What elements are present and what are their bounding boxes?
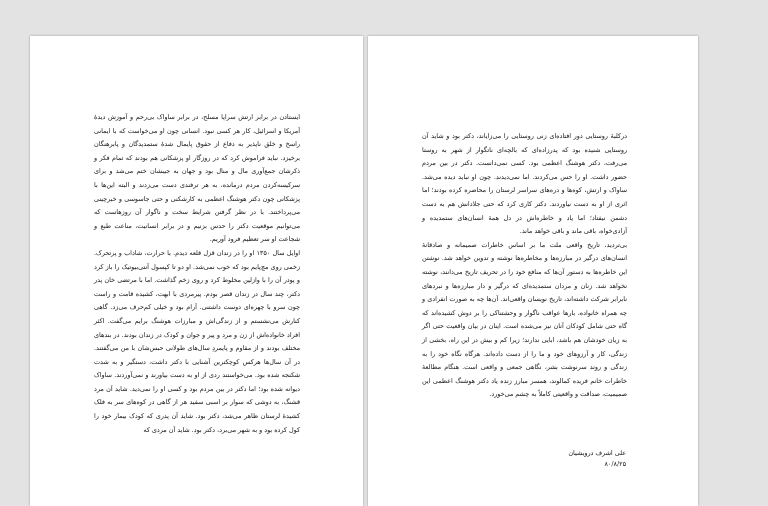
signature-block xyxy=(506,448,626,470)
page-right-text xyxy=(422,130,627,402)
paragraph: اوایل سال ۱۳۵۰ او را در زندان قزل قلعه دیدم. با حرارت، شاداب و پرتحرک. زخمی روی مچ‌پایم بود که خوب نمی‌شد. او دو تا کپسول آنتی‌بیوتیک را باز کرد و پودر آن را با وازلین مخلوط کرد و روی زخم گذاشت. اما با مرتضی خان پدر دکتر، چند سال در زندان قصر بودم. پیرمردی با ابهت، کشیده قامت و راست چون سرو با چهره‌ای دوست داشتنی. آرام بود و خیلی کم‌حرف می‌زد. گاهی کنارش می‌نشستم و از زندگی‌اش و مبارزات هوشنگ برایم می‌گفت. اکثر افراد خانواده‌اش از زن و مرد و پیر و جوان و کودک در زندان بودند. در بندهای مختلف بودند و از مقاوم و پایمردِ سال‌های طولانی حبس‌شان با من می‌گفتند. در آن سال‌ها هرکس کوچکترین آشنایی با دکتر داشت، دستگیر و به شدت شکنجه شده بود. می‌خواستند ردی از او به دست بیاورند و نمی‌آوردند. ساواک دیوانه شده بود؛ اما دکتر در بین مردم بود و کسی او را نمی‌دید. شاید آن مرد قشنگ، به دوشی که سوار بر اسبی سفید هر از گاهی در کوه‌های سر به فلک کشیدهٔ لرستان ظاهر می‌شد، دکتر بود. شاید آن پدری که کودک بیمار خود را کول کرده بود و به شهر می‌برد، دکتر بود. شاید آن مردی که xyxy=(94,248,301,434)
page-left-text xyxy=(94,111,300,437)
paragraph: درکلبهٔ روستایی دور افتاده‌ای زنی روستایی را می‌زایاند، دکتر بود و شاید آن روستایی شنیده بود که پدرزاده‌ای که بالچه‌ای ناتگوار از شهر به روستا می‌رفت، دکتر هوشنگ اعظمی بود. کسی نمی‌دانست. دکتر در بین مردم حضور داشت. او را حس می‌کردند. اما نمی‌دیدند. چون او نباید دیده می‌شد. ساواک و ارتش، کوه‌ها و دره‌های سراسر لرستان را محاصره کرده بودند؛ اما اثری از او به دست نیاوردند. دکتر کاری کرد که حتی جلادانش هم به دست دشمن نیفتاد؛ اما یاد و خاطره‌اش در دل همهٔ انسان‌های ستمدیده و آزادی‌خواه، باقی ماند و باقی خواهد ماند. xyxy=(422,132,627,236)
paragraph: ایستادن در برابر ارتش سراپا مسلح، در برابر ساواک بی‌رحم و آموزش دیدهٔ آمریکا و اسرائیل، کار هر کسی نبود. انسانی چون او می‌خواست که با ایمانی راسخ و خلق ناپذیر به دفاع از حقوق پایمال شدهٔ ستمدیدگان و پابرهنگان برخیزد. نباید فراموش کرد که در روزگار او پزشکانی هم بودند که تمام فکر و ذکرشان جمع‌آوری مال و منال بود و جهان به جیبشان ختم می‌شد و برای سرکیسه‌کردن مردم درمانده، به هر ترفندی دست می‌زدند و البته این‌ها با پزشکانی چون دکتر هوشنگ اعظمی به کارشکنی و حتی جاسوسی و خبرچینی می‌پرداختند. با در نظر گرفتن شرایط سخت و ناگوار آن روزهاست که می‌توانیم موقعیت دکتر را حدس بزنیم و در برابر انسانیت، مناعت طبع و شجاعت او سر تعظیم فرود آوریم. xyxy=(94,113,300,244)
document-page-right xyxy=(368,36,698,506)
signature-author: علی اشرف درویشیان xyxy=(568,449,626,457)
signature-date: ۸۰/۸/۲۵ xyxy=(604,460,626,468)
paragraph: بی‌تردید، تاریخ واقعی ملت ما بر اساس خاطرات صمیمانه و صادقانهٔ انسان‌های درگیر در مبارزه‌ها و مخاطره‌ها نوشته و تدوین خواهد شد. نوشتن این خاطره‌ها به دستور آن‌ها که منافع خود را در تحریف تاریخ می‌دانند، نوشته نخواهد شد. زنان و مردان ستمدیده‌ای که درگیر و دار مبارزه‌ها و نبردهای نابرابر شرکت داشته‌اند، تاریخ نویسان واقعی‌اند. آن‌ها چه به صورت انفرادی و چه همراه خانواده، بارها عواقب ناگوار و وحشتناکی را بر دوش کشیده‌اند که گاه حتی شامل کودکان آنان نیز می‌شده است. اینان در بیان واقعیت حتی اگر به زیان خودشان هم باشد، ابایی ندارند؛ زیرا کم و بیش در این راه، بخشی از زندگی، کار و آرزوهای خود و ما را از دست داده‌اند. هرگاه نگاه خود را به زندگی و روند سرنوشت بشر، نگاهی جمعی و واقعی است. هنگام مطالعهٔ خاطرات خانم فریده کمالوند، همسر مبارز زنده یاد دکتر هوشنگ اعظمی این صمیمیت، صداقت و واقعیتی کاملاً به چشم می‌خورد. xyxy=(422,240,627,399)
document-page-left xyxy=(30,36,363,506)
